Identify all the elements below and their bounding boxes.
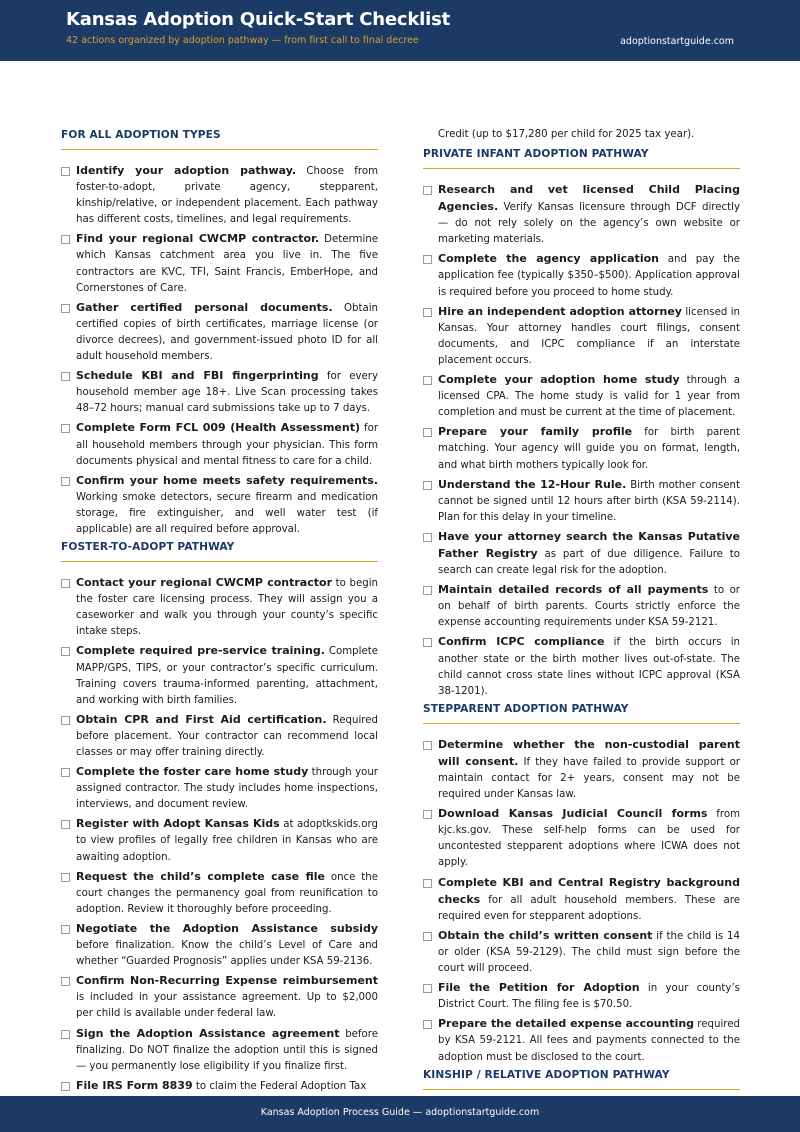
checkbox[interactable] — [423, 1020, 432, 1029]
item-description: Birth mother consent cannot be signed until 12 hours after birth (KSA 59-2114). Plan for this delay in your timeline. — [438, 479, 740, 523]
item-title: Request the child’s complete case file — [76, 869, 325, 883]
item-description: to begin the foster care licensing process. They will assign you a caseworker and walk you through your county’s specific intake steps. — [76, 578, 378, 638]
checkbox[interactable] — [61, 977, 70, 986]
checklist-item — [423, 928, 740, 977]
checklist-item — [61, 300, 378, 365]
section-heading: KINSHIP / RELATIVE ADOPTION PATHWAY — [423, 1069, 740, 1090]
checkbox[interactable] — [61, 925, 70, 934]
item-description: licensed in Kansas. Your attorney handles court filings, consent documents, and ICPC compliance if an interstate placement occurs. — [438, 306, 740, 366]
item-title: Find your regional CWCMP contractor. — [76, 232, 320, 246]
page-footer — [0, 1096, 800, 1132]
item-description: through a licensed CPA. The home study is valid for 1 year from completion and must be current at the time of placement. — [438, 375, 741, 419]
item-title: Understand the 12-Hour Rule. — [438, 477, 627, 491]
item-title: Complete the agency application — [438, 252, 659, 266]
checkbox[interactable] — [423, 586, 432, 595]
checkbox[interactable] — [423, 376, 432, 385]
checklist-item — [61, 575, 378, 640]
checklist-item — [61, 368, 378, 417]
checklist-item — [61, 231, 378, 296]
footer-text: Kansas Adoption Process Guide — adoptionstartguide.com — [260, 1107, 540, 1118]
checkbox[interactable] — [61, 372, 70, 381]
checkbox[interactable] — [61, 304, 70, 313]
section-heading: FOSTER-TO-ADOPT PATHWAY — [61, 541, 378, 562]
item-description: Required before placement. Your contractor can recommend local classes or may offer training directly. — [76, 714, 378, 758]
checklist-item — [61, 973, 378, 1022]
checklist-item — [423, 477, 740, 526]
checkbox[interactable] — [61, 820, 70, 829]
checklist-item — [61, 712, 378, 761]
checkbox[interactable] — [423, 879, 432, 888]
item-title: Download Kansas Judicial Council forms — [438, 807, 708, 821]
item-description: for birth parent matching. Your agency will guide you on format, length, and what birth mothers typically look for. — [438, 427, 740, 471]
checklist-item — [61, 869, 378, 918]
item-title: Hire an independent adoption attorney — [438, 304, 682, 318]
item-description: Choose from foster-to-adopt, private agency, stepparent, kinship/relative, or independent placement. Each pathway has different costs, timelines, and legal requirements. — [76, 166, 379, 226]
checkbox[interactable] — [423, 186, 432, 195]
checklist-item — [423, 182, 740, 248]
checklist-item — [423, 1016, 740, 1065]
header-site-link[interactable]: adoptionstartguide.com — [620, 36, 734, 47]
checklist-item — [423, 582, 740, 631]
item-description: Obtain certified copies of birth certificates, marriage license (or divorce decrees), and government-issued photo ID for all adult household members. — [76, 302, 378, 363]
checklist-item — [61, 1026, 378, 1075]
item-description: at adoptkskids.org to view profiles of legally free children in Kansas who are awaiting adoption. — [76, 819, 378, 863]
item-title: Schedule KBI and FBI fingerprinting — [76, 369, 319, 383]
item-description: If they have failed to provide support or maintain contact for 2+ years, consent may not be required under Kansas law. — [438, 756, 740, 801]
page-header — [0, 0, 800, 61]
checkbox[interactable] — [61, 768, 70, 777]
item-description: required by KSA 59-2121. All fees and payments connected to the adoption must be disclosed to the court. — [438, 1019, 740, 1063]
item-title: Complete Form FCL 009 (Health Assessment) — [76, 421, 361, 435]
checkbox[interactable] — [61, 1082, 70, 1091]
checklist-item — [423, 980, 740, 1013]
item-description: Verify Kansas licensure through DCF directly — do not rely solely on the agency’s own website or marketing materials. — [438, 202, 740, 246]
checklist-item — [423, 529, 740, 579]
item-title: Confirm ICPC compliance — [438, 635, 605, 649]
item-description: to claim the Federal Adoption Tax — [192, 1080, 367, 1092]
item-title: Determine whether the non-custodial parent will consent. — [438, 737, 740, 768]
checkbox[interactable] — [423, 984, 432, 993]
checklist-item — [423, 372, 740, 421]
item-title: Maintain detailed records of all payments — [438, 583, 709, 597]
item-title: Have your attorney search the Kansas Putative Father Registry — [438, 529, 740, 560]
section-heading: FOR ALL ADOPTION TYPES — [61, 129, 378, 150]
checkbox[interactable] — [423, 741, 432, 750]
item-description: before finalization. Know the child’s Level of Care and whether “Guarded Prognosis” applies under KSA 59-2136. — [76, 940, 378, 968]
item-title: File IRS Form 8839 — [76, 1078, 193, 1092]
item-title: Prepare the detailed expense accounting — [438, 1017, 695, 1031]
checkbox[interactable] — [61, 716, 70, 725]
checklist-item — [61, 921, 378, 970]
item-description: for all adult household members. These are required even for stepparent adoptions. — [438, 894, 740, 922]
checkbox[interactable] — [423, 932, 432, 941]
checklist-item — [61, 643, 378, 708]
left-column — [61, 127, 378, 1098]
item-title: Sign the Adoption Assistance agreement — [76, 1026, 340, 1040]
item-title: Contact your regional CWCMP contractor — [76, 576, 332, 590]
checklist-item — [61, 764, 378, 813]
checklist-section — [423, 1069, 740, 1090]
item-title: Obtain the child’s written consent — [438, 928, 653, 942]
checkbox[interactable] — [423, 481, 432, 490]
checklist-item — [61, 163, 378, 228]
page-subtitle: 42 actions organized by adoption pathway — from first call to final decree — [66, 35, 419, 46]
checklist-section — [423, 148, 740, 700]
checklist-item — [423, 251, 740, 300]
item-title: Obtain CPR and First Aid certification. — [76, 712, 327, 726]
section-heading: STEPPARENT ADOPTION PATHWAY — [423, 703, 740, 724]
item-description: as part of due diligence. Failure to search can create legal risk for the adoption. — [438, 548, 741, 577]
checkbox[interactable] — [423, 810, 432, 819]
item-description: before finalizing. Do NOT finalize the adoption until this is signed — you permanently lose eligibility if you finalize first. — [76, 1028, 379, 1072]
checkbox[interactable] — [61, 235, 70, 244]
checkbox[interactable] — [61, 477, 70, 486]
checklist-item — [423, 806, 740, 871]
checklist-item — [423, 875, 740, 925]
checklist-item — [61, 473, 378, 538]
continued-text: Credit (up to $17,280 per child for 2025 tax year). — [438, 129, 695, 140]
page-title: Kansas Adoption Quick-Start Checklist — [66, 9, 451, 30]
section-heading: PRIVATE INFANT ADOPTION PATHWAY — [423, 148, 740, 169]
checklist-item — [423, 634, 740, 699]
checklist-item — [61, 1078, 378, 1095]
item-title: Complete your adoption home study — [438, 373, 680, 387]
item-description: for all household members through your physician. This form documents physical and mental fitness to care for a child. — [76, 423, 379, 467]
checkbox[interactable] — [61, 167, 70, 176]
item-description: through your assigned contractor. The study includes home inspections, interviews, and document review. — [76, 767, 378, 811]
checkbox[interactable] — [423, 308, 432, 317]
checklist-section — [61, 129, 378, 538]
item-title: Prepare your family profile — [438, 425, 633, 439]
checkbox[interactable] — [423, 428, 432, 437]
item-description: and pay the application fee (typically $350–$500). Application approval is required before you proceed to home study. — [438, 254, 740, 298]
checklist-item — [423, 424, 740, 473]
checkbox[interactable] — [423, 638, 432, 647]
checkbox[interactable] — [61, 873, 70, 882]
checkbox[interactable] — [423, 533, 432, 542]
checklist-section — [423, 703, 740, 1066]
item-title: Research and vet licensed Child Placing Agencies. — [438, 183, 740, 214]
item-title: Complete the foster care home study — [76, 765, 309, 779]
checkbox[interactable] — [61, 1030, 70, 1039]
item-title: File the Petition for Adoption — [438, 981, 640, 995]
checkbox[interactable] — [61, 579, 70, 588]
item-description: if the child is 14 or older (KSA 59-2129). The child must sign before the court will proceed. — [438, 930, 740, 975]
checklist-section — [61, 541, 378, 1095]
item-title: Gather certified personal documents. — [76, 300, 333, 314]
right-column — [423, 127, 740, 1103]
checklist-item — [61, 816, 378, 865]
item-description: Working smoke detectors, secure firearm and medication storage, fire extinguisher, and well water test (if applicable) are all required before approval. — [76, 491, 378, 535]
checklist-item — [423, 304, 740, 369]
item-description: Determine which Kansas catchment area you live in. The five contractors are KVC, TFI, Saint Francis, EmberHope, and Cornerstones of Care. — [76, 234, 379, 294]
item-title: Identify your adoption pathway. — [76, 164, 297, 177]
item-description: Complete MAPP/GPS, TIPS, or your contractor’s specific curriculum. Training covers trauma-informed parenting, attachment, and working with birth families. — [76, 646, 378, 706]
item-title: Complete required pre-service training. — [76, 644, 325, 658]
item-description: for every household member age 18+. Live Scan processing takes 48–72 hours; manual card submissions take up to 7 days. — [76, 371, 378, 415]
item-title: Negotiate the Adoption Assistance subsidy — [76, 921, 378, 935]
item-description: is included in your assistance agreement. Up to $2,000 per child is available under federal law. — [76, 992, 378, 1020]
checkbox[interactable] — [423, 255, 432, 264]
checklist-item — [423, 737, 740, 803]
item-description: once the court changes the permanency goal from reunification to adoption. Review it thoroughly before proceeding. — [76, 871, 378, 915]
item-description: if the birth occurs in another state or the birth mother lives out-of-state. The child cannot cross state lines without ICPC approval (KSA 38-1201). — [438, 637, 740, 697]
checkbox[interactable] — [61, 647, 70, 656]
item-description: in your county’s District Court. The filing fee is $70.50. — [438, 983, 740, 1011]
item-description: from kjc.ks.gov. These self-help forms can be used for uncontested stepparent adoptions where ICWA does not apply. — [438, 809, 740, 869]
item-title: Complete KBI and Central Registry background checks — [438, 875, 740, 906]
item-title: Confirm Non-Recurring Expense reimbursement — [76, 974, 378, 988]
item-description: to or on behalf of birth parents. Courts strictly enforce the expense accounting requirements under KSA 59-2121. — [438, 585, 740, 629]
checkbox[interactable] — [61, 424, 70, 433]
item-title: Register with Adopt Kansas Kids — [76, 817, 280, 831]
item-title: Confirm your home meets safety requirements. — [76, 473, 378, 487]
checklist-item — [61, 420, 378, 469]
